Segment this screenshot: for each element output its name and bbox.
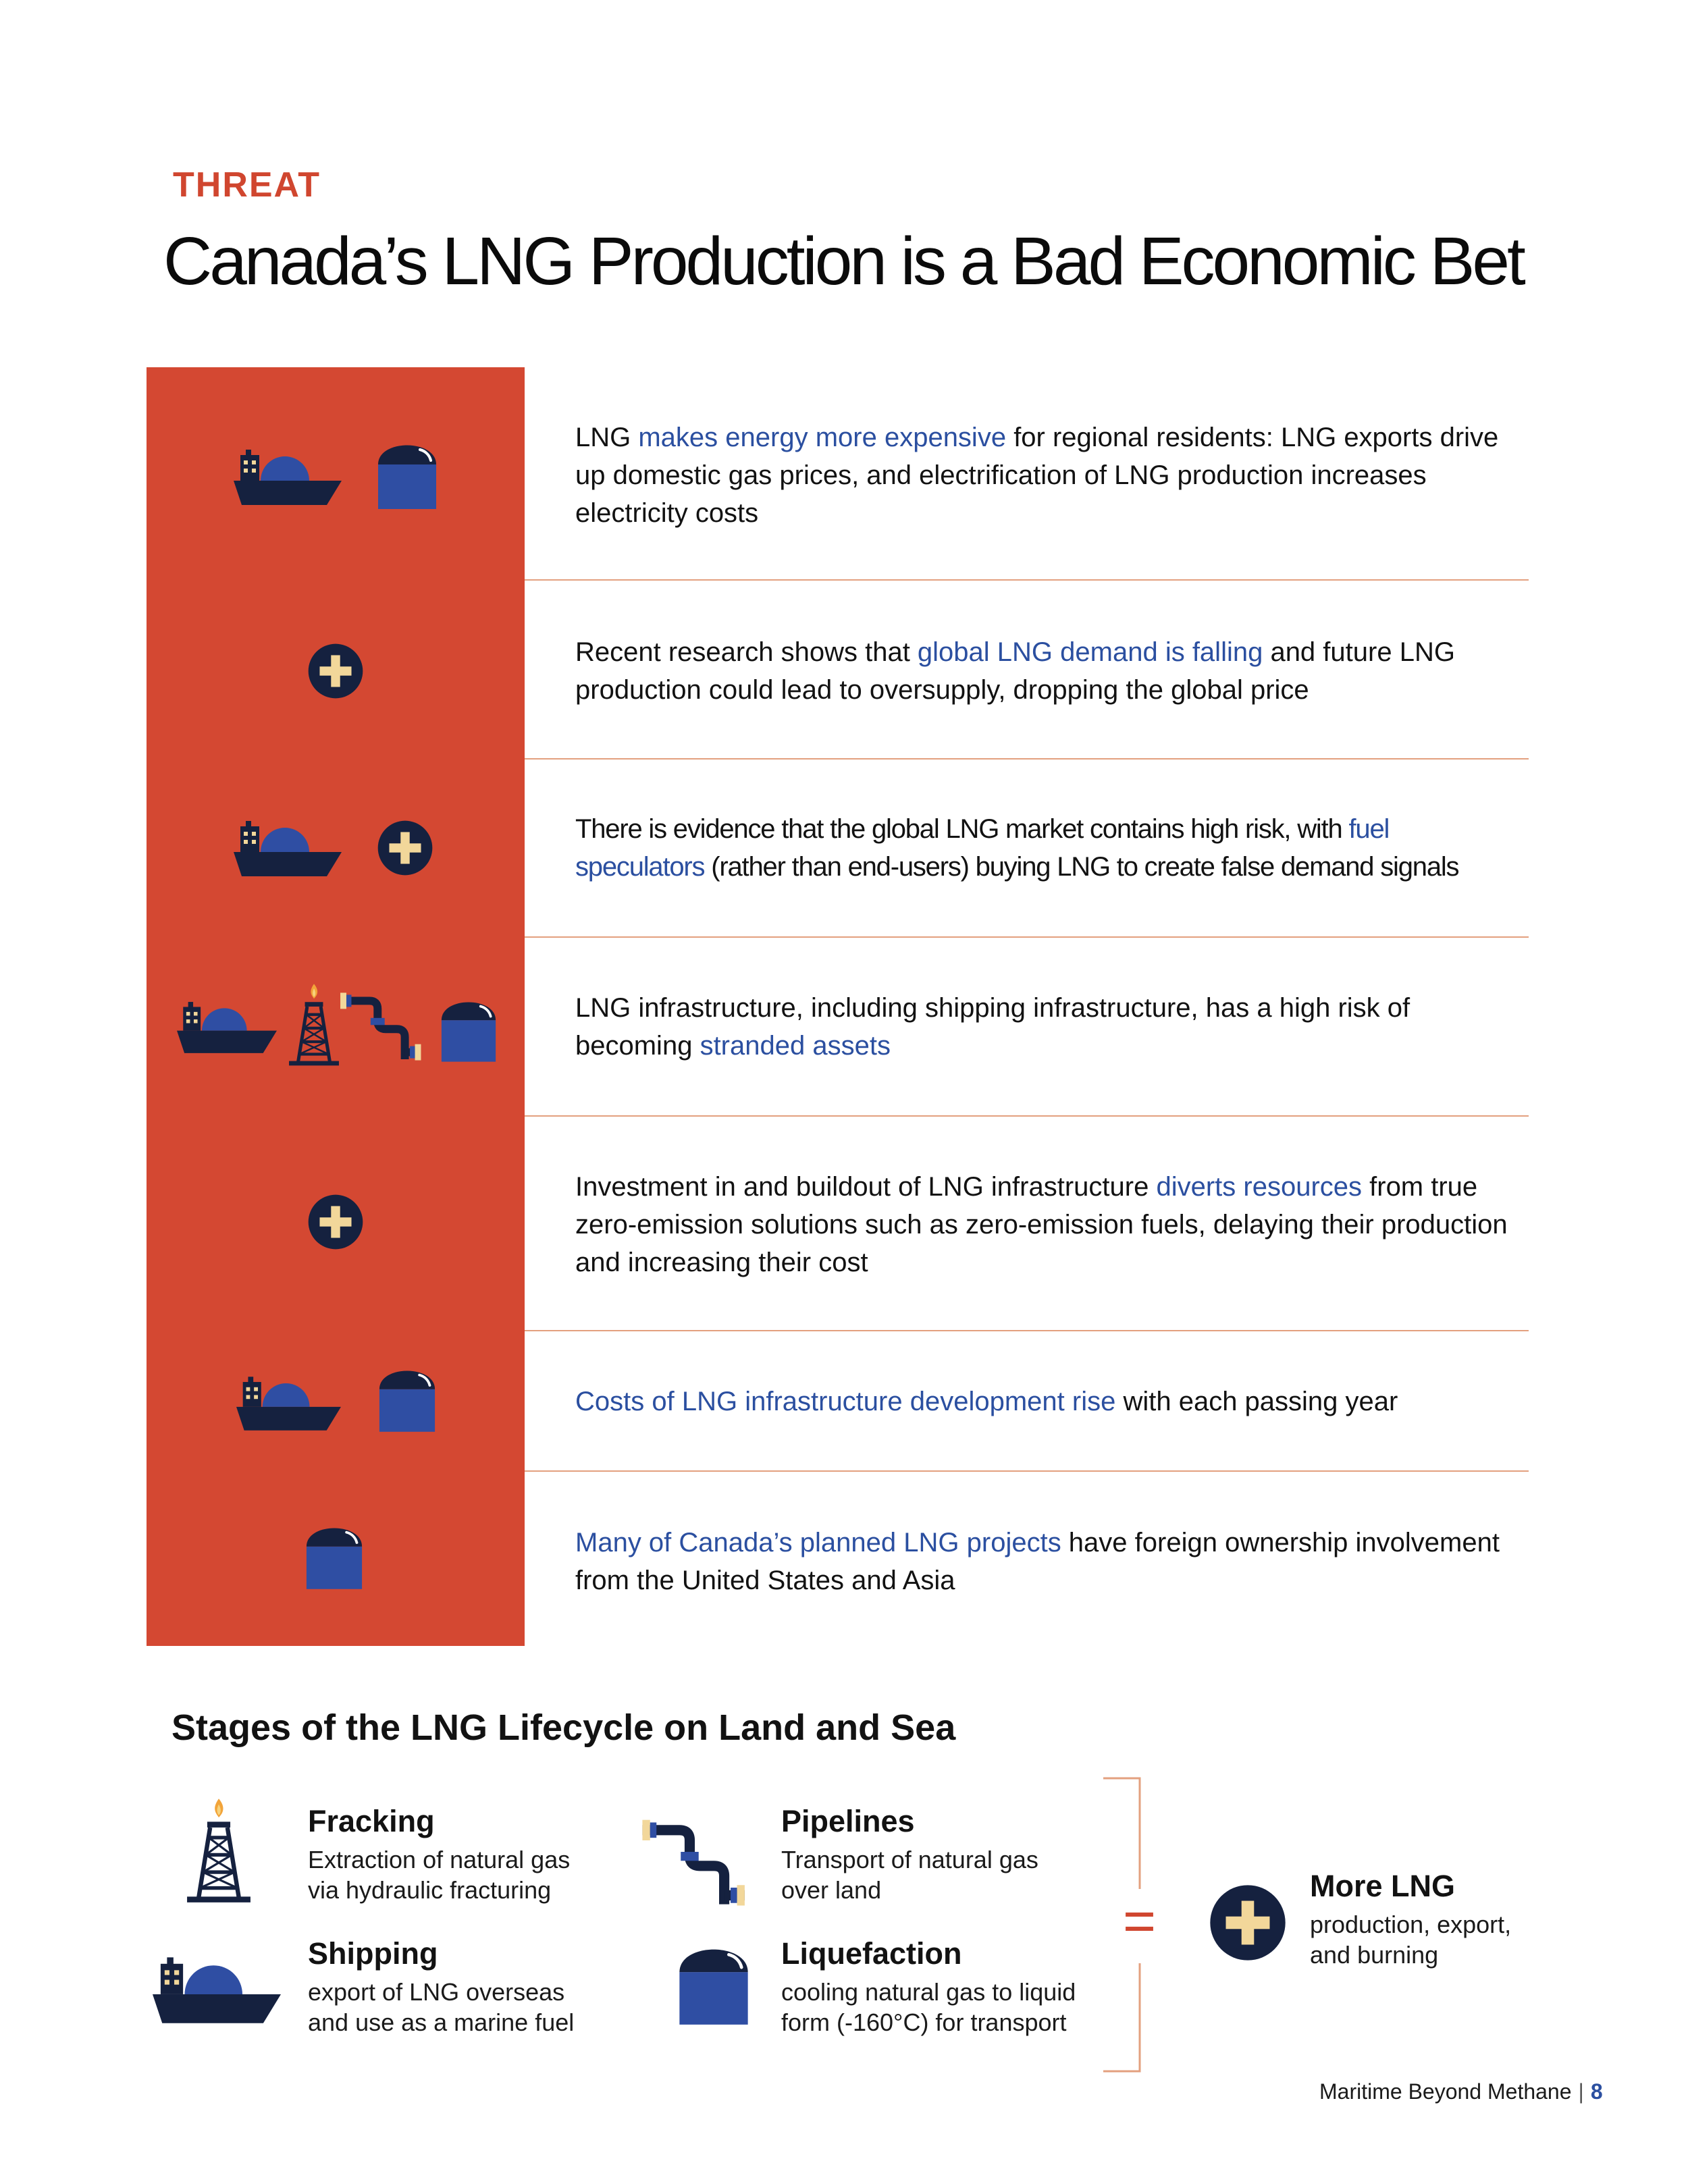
ship-icon bbox=[234, 447, 342, 508]
plus-icon bbox=[307, 643, 364, 699]
publication-name: Maritime Beyond Methane bbox=[1319, 2079, 1572, 2104]
liquefaction-tank-icon bbox=[440, 998, 497, 1063]
stage-name: Liquefaction bbox=[781, 1936, 962, 1971]
row-divider bbox=[525, 936, 1529, 938]
stage-desc: Extraction of natural gas bbox=[308, 1846, 571, 1873]
result-title: More LNG bbox=[1310, 1869, 1456, 1903]
row-text: LNG makes energy more expensive for regional residents: LNG exports drive up domestic gas prices, and electrification of LNG production increases electricity costs bbox=[575, 423, 1499, 528]
row-text: There is evidence that the global LNG market contains high risk, with fuel speculators (rather than end-users) buying LNG to create false demand signals bbox=[575, 814, 1459, 882]
ship-icon bbox=[177, 999, 277, 1056]
fracking-rig-icon bbox=[286, 982, 342, 1067]
lifecycle-title: Stages of the LNG Lifecycle on Land and Sea bbox=[172, 1707, 956, 1748]
stage-name: Shipping bbox=[308, 1936, 438, 1971]
page-footer bbox=[1319, 2079, 1603, 2104]
result-desc bbox=[1310, 1909, 1511, 1970]
page-title: Canada’s LNG Production is a Bad Economic Bet bbox=[163, 223, 1523, 299]
stage-name: Fracking bbox=[308, 1804, 435, 1838]
plus-icon bbox=[307, 1194, 364, 1250]
result-desc-line: production, export, bbox=[1310, 1911, 1512, 1938]
row-text: Costs of LNG infrastructure development rise with each passing year bbox=[575, 1387, 1398, 1416]
stage-shipping bbox=[308, 1936, 574, 2037]
liquefaction-tank-icon bbox=[678, 1944, 749, 2025]
row-text: Investment in and buildout of LNG infrastructure diverts resources from true zero-emission solutions such as zero-emission fuels, delaying their production and increasing their cost bbox=[575, 1172, 1508, 1277]
stage-liquefaction bbox=[781, 1936, 1076, 2037]
stage-desc: via hydraulic fracturing bbox=[308, 1876, 552, 1904]
stage-desc: and use as a marine fuel bbox=[308, 2008, 575, 2036]
row-text: LNG infrastructure, including shipping infrastructure, has a high risk of becoming stranded assets bbox=[575, 993, 1410, 1061]
liquefaction-tank-icon bbox=[305, 1524, 363, 1589]
stage-desc: form (-160°C) for transport bbox=[781, 2008, 1067, 2036]
stage-fracking bbox=[308, 1804, 570, 1905]
row-divider bbox=[525, 579, 1529, 581]
pipeline-icon bbox=[640, 1816, 751, 1912]
row-divider bbox=[525, 758, 1529, 760]
row-text: Many of Canada’s planned LNG projects have foreign ownership involvement from the United States and Asia bbox=[575, 1528, 1500, 1595]
page-number: 8 bbox=[1590, 2079, 1603, 2104]
ship-icon bbox=[236, 1374, 341, 1433]
ship-icon bbox=[234, 818, 342, 879]
row-divider bbox=[525, 1470, 1529, 1472]
stage-desc: Transport of natural gas bbox=[781, 1846, 1038, 1873]
row-text: Recent research shows that global LNG demand is falling and future LNG production could lead to oversupply, dropping the global price bbox=[575, 637, 1455, 705]
result-desc-line: and burning bbox=[1310, 1941, 1439, 1969]
liquefaction-tank-icon bbox=[377, 442, 438, 509]
footer-separator: | bbox=[1578, 2079, 1584, 2104]
stage-desc: over land bbox=[781, 1876, 882, 1904]
fracking-rig-icon bbox=[181, 1796, 257, 1904]
pipeline-icon bbox=[339, 990, 425, 1065]
stage-desc: export of LNG overseas bbox=[308, 1978, 565, 2006]
plus-icon bbox=[1209, 1884, 1287, 1962]
row-divider bbox=[525, 1330, 1529, 1331]
stage-pipelines bbox=[781, 1804, 1038, 1905]
ship-icon bbox=[153, 1953, 281, 2027]
stage-name: Pipelines bbox=[781, 1804, 915, 1838]
liquefaction-tank-icon bbox=[378, 1367, 436, 1432]
row-divider bbox=[525, 1115, 1529, 1117]
equals-sign: = bbox=[1123, 1889, 1157, 1952]
stage-desc: cooling natural gas to liquid bbox=[781, 1978, 1076, 2006]
section-kicker: THREAT bbox=[173, 165, 321, 205]
plus-icon bbox=[377, 820, 433, 876]
